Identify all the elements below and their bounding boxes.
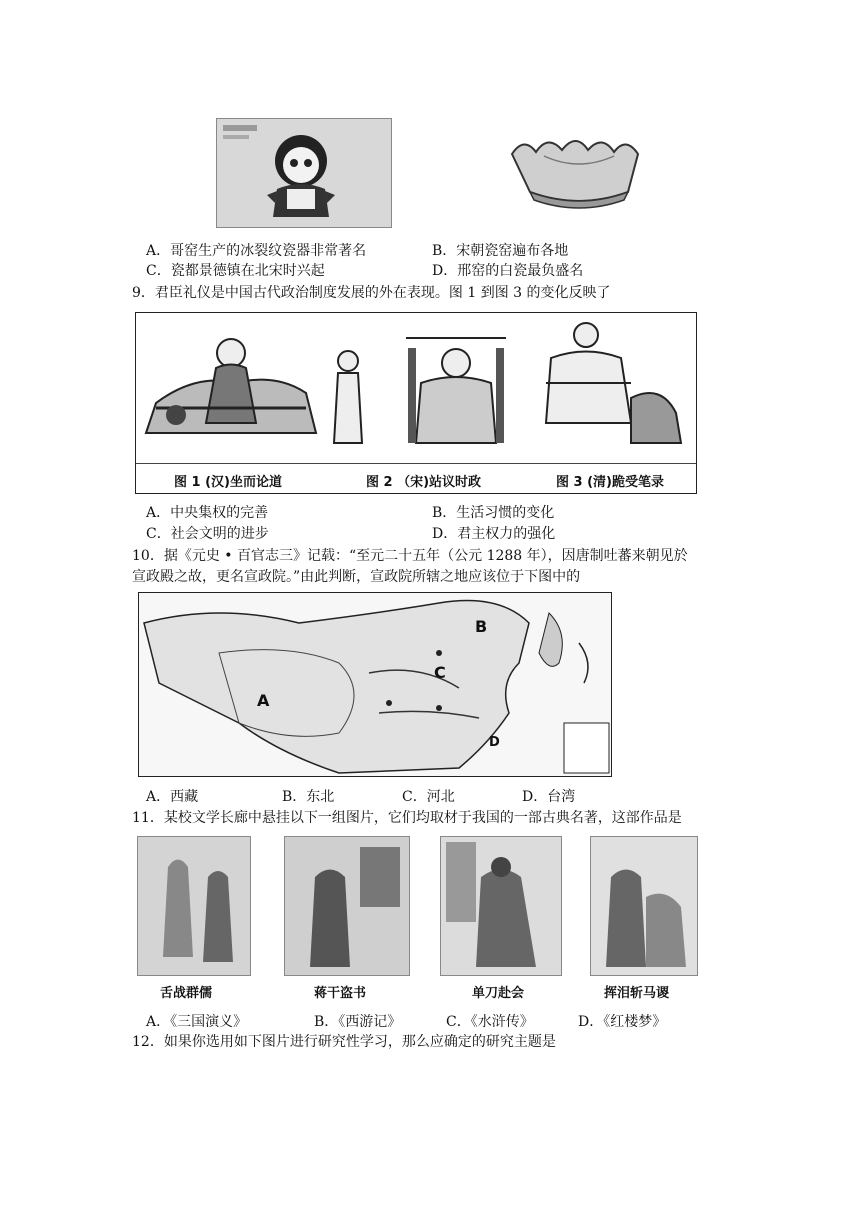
etiquette-figure xyxy=(135,312,697,494)
map-label-c: C xyxy=(434,663,446,682)
q10-stem-line1: 10．据《元史 • 百官志三》记载：“至元二十五年（公元 1288 年），因唐制吐蕃来朝见於 xyxy=(132,548,688,564)
map-label-a: A xyxy=(257,691,270,710)
q10-stem-line2: 宣政殿之故，更名宣政院。”由此判断，宣政院所辖之地应该位于下图中的 xyxy=(132,569,581,585)
caption-she-zhan-qun-ru: 舌战群儒 xyxy=(160,986,213,1001)
q9-option-c: C．社会文明的进步 xyxy=(146,526,269,542)
illustration-4 xyxy=(590,836,698,976)
q10-option-d: D．台湾 xyxy=(522,789,576,805)
q9-stem: 9．君臣礼仪是中国古代政治制度发展的外在表现。图 1 到图 3 的变化反映了 xyxy=(132,285,611,301)
q11-option-d: D．《红楼梦》 xyxy=(578,1014,667,1030)
porcelain-bowl-image xyxy=(504,126,654,218)
q8-option-b: B．宋朝瓷窑遍布各地 xyxy=(432,243,569,259)
illustration-2 xyxy=(284,836,410,976)
caption-fig2: 图 2 （宋)站议时政 xyxy=(366,475,482,490)
q8-option-a: A．哥窑生产的冰裂纹瓷器非常著名 xyxy=(146,243,367,259)
q10-option-c: C．河北 xyxy=(402,789,455,805)
q9-option-a: A．中央集权的完善 xyxy=(146,505,269,521)
caption-dan-dao-fu-hui: 单刀赴会 xyxy=(472,986,525,1001)
q10-option-b: B．东北 xyxy=(282,789,335,805)
q11-option-b: B．《西游记》 xyxy=(314,1014,402,1030)
q9-option-b: B．生活习惯的变化 xyxy=(432,505,555,521)
caption-fig1: 图 1 (汉)坐而论道 xyxy=(174,475,282,490)
q11-option-c: C．《水浒传》 xyxy=(446,1014,534,1030)
q8-option-c: C．瓷都景德镇在北宋时兴起 xyxy=(146,263,325,279)
mascot-image xyxy=(216,118,392,228)
q11-stem: 11．某校文学长廊中悬挂以下一组图片，它们均取材于我国的一部古典名著，这部作品是 xyxy=(132,810,682,826)
illustration-1 xyxy=(137,836,251,976)
q12-stem: 12．如果你选用如下图片进行研究性学习，那么应确定的研究主题是 xyxy=(132,1034,556,1050)
caption-hui-lei-zhan-ma-su: 挥泪斩马谡 xyxy=(604,986,670,1001)
q9-option-d: D．君主权力的强化 xyxy=(432,526,556,542)
etiquette-drawings xyxy=(136,313,696,465)
caption-jiang-gan-dao-shu: 蒋干盗书 xyxy=(314,986,367,1001)
q10-option-a: A．西藏 xyxy=(146,789,199,805)
yuan-map xyxy=(138,592,612,777)
caption-fig3: 图 3 (清)跪受笔录 xyxy=(556,475,664,490)
map-label-d: D xyxy=(489,735,500,750)
q11-option-a: A．《三国演义》 xyxy=(146,1014,248,1030)
q8-option-d: D．邢窑的白瓷最负盛名 xyxy=(432,263,584,279)
map-label-b: B xyxy=(475,617,488,636)
illustration-3 xyxy=(440,836,562,976)
